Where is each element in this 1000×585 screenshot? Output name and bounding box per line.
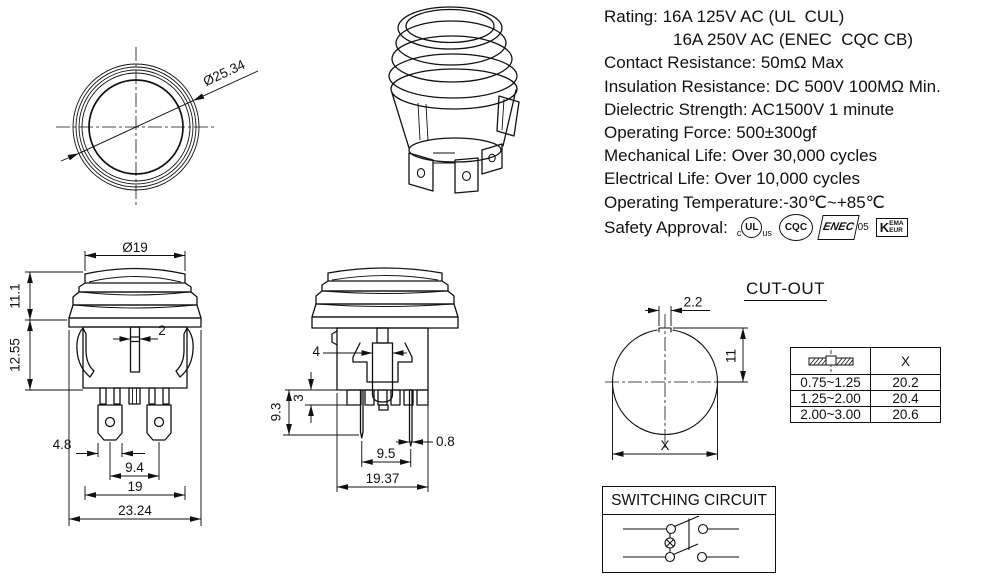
kema-logo-k: K [879, 219, 890, 235]
top-view-drawing [20, 15, 270, 205]
dim-terminal-width: 4.8 [52, 437, 72, 452]
x-value: 20.6 [871, 407, 941, 423]
ul-logo-c: c [736, 227, 742, 238]
cqc-logo: CQC [779, 214, 813, 241]
switching-circuit-panel [602, 486, 776, 573]
spec-operating-force: Operating Force: 500±300gf [604, 123, 817, 143]
enec-logo-mark: ENEC [817, 215, 859, 240]
switching-circuit-title: SWITCHING CIRCUIT [603, 487, 775, 515]
dim-pin-pitch: 9.5 [376, 446, 396, 461]
dim-notch-depth: 11 [723, 348, 739, 364]
side-view-drawing [268, 245, 470, 505]
spec-dielectric-strength: Dielectric Strength: AC1500V 1 minute [604, 99, 895, 119]
dim-notch-width: 2.2 [683, 294, 703, 310]
dim-cap-height: 11.1 [7, 283, 23, 309]
dim-body-height: 12.55 [7, 338, 23, 372]
switching-circuit-diagram [603, 515, 772, 569]
dim-width-19: 19 [127, 479, 143, 494]
table-row [791, 407, 941, 423]
ul-logo-us: us [762, 227, 772, 238]
panel-thickness-symbol-cell [791, 348, 871, 375]
panel-cross-section-icon [806, 350, 856, 372]
cutout-drawing [600, 290, 760, 465]
table-row [791, 391, 941, 407]
table-header-x: X [871, 348, 941, 375]
ul-logo [737, 217, 772, 238]
front-view-drawing [5, 238, 235, 530]
dim-cutout-diameter: X [660, 438, 670, 453]
panel-thickness-table [790, 347, 941, 423]
dim-side-overall-width: 19.37 [365, 471, 400, 486]
dim-overall-width: 23.24 [118, 503, 152, 518]
kema-logo-bottom: EUR [889, 227, 903, 235]
spec-contact-resistance: Contact Resistance: 50mΩ Max [604, 53, 844, 73]
spec-rating: Rating: 16A 125V AC (UL CUL) [604, 7, 845, 26]
dim-tab-width: 2 [158, 323, 166, 338]
cutout-title: CUT-OUT [744, 279, 827, 301]
dim-step-height: 3 [291, 394, 306, 402]
table-row [791, 375, 941, 391]
dim-pin-length: 9.3 [268, 402, 284, 422]
spec-rating-2: 16A 250V AC (ENEC CQC CB) [673, 30, 913, 50]
thickness-value: 2.00~3.00 [791, 407, 871, 423]
spec-safety-approval [604, 214, 998, 241]
dim-top-diameter: Ø25.34 [200, 56, 248, 90]
thickness-value: 0.75~1.25 [791, 375, 871, 391]
safety-approval-label: Safety Approval: [604, 217, 728, 237]
enec-logo [820, 215, 869, 240]
spec-electrical-life: Electrical Life: Over 10,000 cycles [604, 169, 861, 189]
isometric-view-drawing [373, 3, 573, 218]
thickness-value: 1.25~2.00 [791, 391, 871, 407]
spec-mechanical-life: Mechanical Life: Over 30,000 cycles [604, 146, 878, 166]
spec-insulation-resistance: Insulation Resistance: DC 500V 100MΩ Min. [604, 76, 941, 96]
x-value: 20.4 [871, 391, 941, 407]
dim-pin-width: 0.8 [436, 434, 455, 449]
dim-cap-diameter: Ø19 [122, 240, 148, 255]
kema-logo-top: EMA [889, 220, 904, 228]
dim-terminal-pitch: 9.4 [125, 460, 144, 475]
specifications-block [604, 5, 998, 241]
dim-stem-width: 4 [312, 344, 320, 359]
table-header-row [791, 348, 941, 375]
spec-operating-temperature: Operating Temperature:-30℃~+85℃ [604, 192, 885, 212]
ul-logo-mark: UL [741, 217, 762, 238]
kema-keur-logo [876, 218, 908, 237]
x-value: 20.2 [871, 375, 941, 391]
enec-logo-number: 05 [857, 221, 869, 233]
